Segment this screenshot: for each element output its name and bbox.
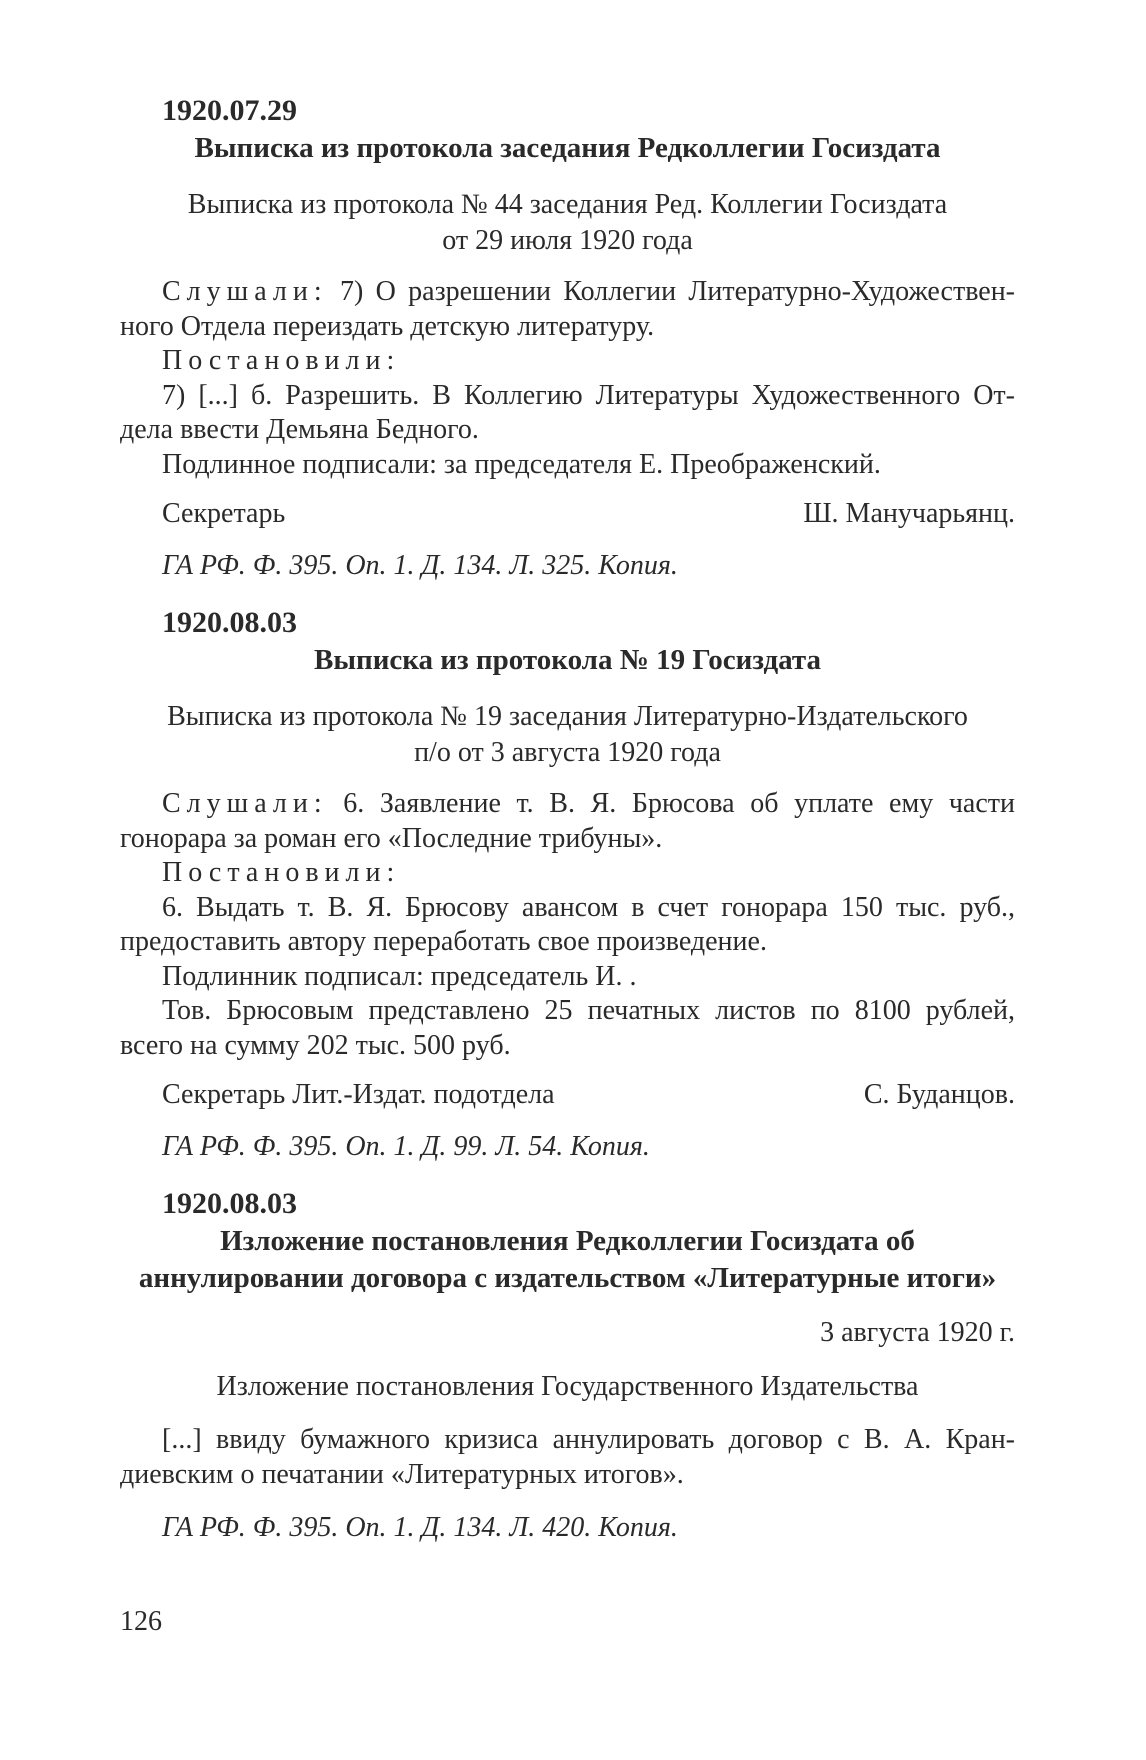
heard-text: 6. Заявление т. В. Я. Брюсова об уплате ему части гонорара за роман его «Последние трибуны». xyxy=(120,788,1015,854)
document-subtitle-line-2: от 29 июля 1920 года xyxy=(442,225,693,256)
decided-text: 6. Выдать т. В. Я. Брюсову авансом в счет гонорара 150 тыс. руб., предоставить автору переработать свое произведение. xyxy=(120,891,1015,957)
decided-text: 7) [...] б. Разрешить. В Коллегию Литературы Художественного От-дела ввести Демьяна Бедного. xyxy=(120,379,1015,445)
archive-reference: ГА РФ. Ф. 395. Оп. 1. Д. 134. Л. 420. Копия. xyxy=(162,1512,678,1543)
document-title: Выписка из протокола заседания Редколлегии Госиздата xyxy=(194,132,941,164)
document-3 xyxy=(120,1185,1015,1546)
signature-name: С. Буданцов. xyxy=(863,1079,1015,1110)
document-subtitle: Изложение постановления Государственного Издательства xyxy=(216,1371,919,1402)
heard-text: 7) О разрешении Коллегии Литературно-Художествен-ного Отдела переиздать детскую литературу. xyxy=(120,276,1015,342)
heard-label: Слушали: xyxy=(162,788,328,819)
document-date-right: 3 августа 1920 г. xyxy=(820,1317,1015,1348)
decided-label: Постановили: xyxy=(162,345,401,376)
document-subtitle-line-1: Выписка из протокола № 19 заседания Литературно-Издательского xyxy=(167,701,968,732)
document-2 xyxy=(120,604,1015,1165)
heard-paragraph xyxy=(120,275,1015,344)
signature-line xyxy=(120,496,1015,532)
heard-paragraph xyxy=(120,787,1015,856)
document-1 xyxy=(120,92,1015,584)
document-body: [...] ввиду бумажного кризиса аннулировать договор с В. А. Кран-диевским о печатании «Литературных итогов». xyxy=(120,1424,1015,1490)
signature-line xyxy=(120,1077,1015,1113)
document-title-line-2: аннулировании договора с издательством «Литературные итоги» xyxy=(138,1262,997,1294)
signed-text: Подлинник подписал: председатель И. . xyxy=(162,960,637,992)
heard-label: Слушали: xyxy=(162,276,328,307)
document-date: 1920.07.29 xyxy=(162,94,297,127)
signature-name: Ш. Манучарьянц. xyxy=(803,498,1015,529)
decided-label: Постановили: xyxy=(162,857,401,888)
document-subtitle-line-1: Выписка из протокола № 44 заседания Ред. Коллегии Госиздата xyxy=(187,189,948,220)
document-date: 1920.08.03 xyxy=(162,606,297,639)
signature-role: Секретарь xyxy=(162,498,286,529)
document-title-line-1: Изложение постановления Редколлегии Госиздата об xyxy=(220,1225,915,1257)
page-content xyxy=(120,92,1015,1546)
page-number: 126 xyxy=(120,1606,162,1637)
signature-role: Секретарь Лит.-Издат. подотдела xyxy=(162,1079,555,1110)
document-date: 1920.08.03 xyxy=(162,1187,297,1220)
archive-reference: ГА РФ. Ф. 395. Оп. 1. Д. 99. Л. 54. Копия. xyxy=(162,1131,650,1162)
document-title: Выписка из протокола № 19 Госиздата xyxy=(314,644,821,676)
signed-text: Подлинное подписали: за председателя Е. Преображенский. xyxy=(162,448,881,480)
archive-reference: ГА РФ. Ф. 395. Оп. 1. Д. 134. Л. 325. Копия. xyxy=(162,550,678,581)
note-text: Тов. Брюсовым представлено 25 печатных листов по 8100 рублей, всего на сумму 202 тыс. 500 руб. xyxy=(120,995,1015,1061)
document-subtitle-line-2: п/о от 3 августа 1920 года xyxy=(414,737,721,768)
